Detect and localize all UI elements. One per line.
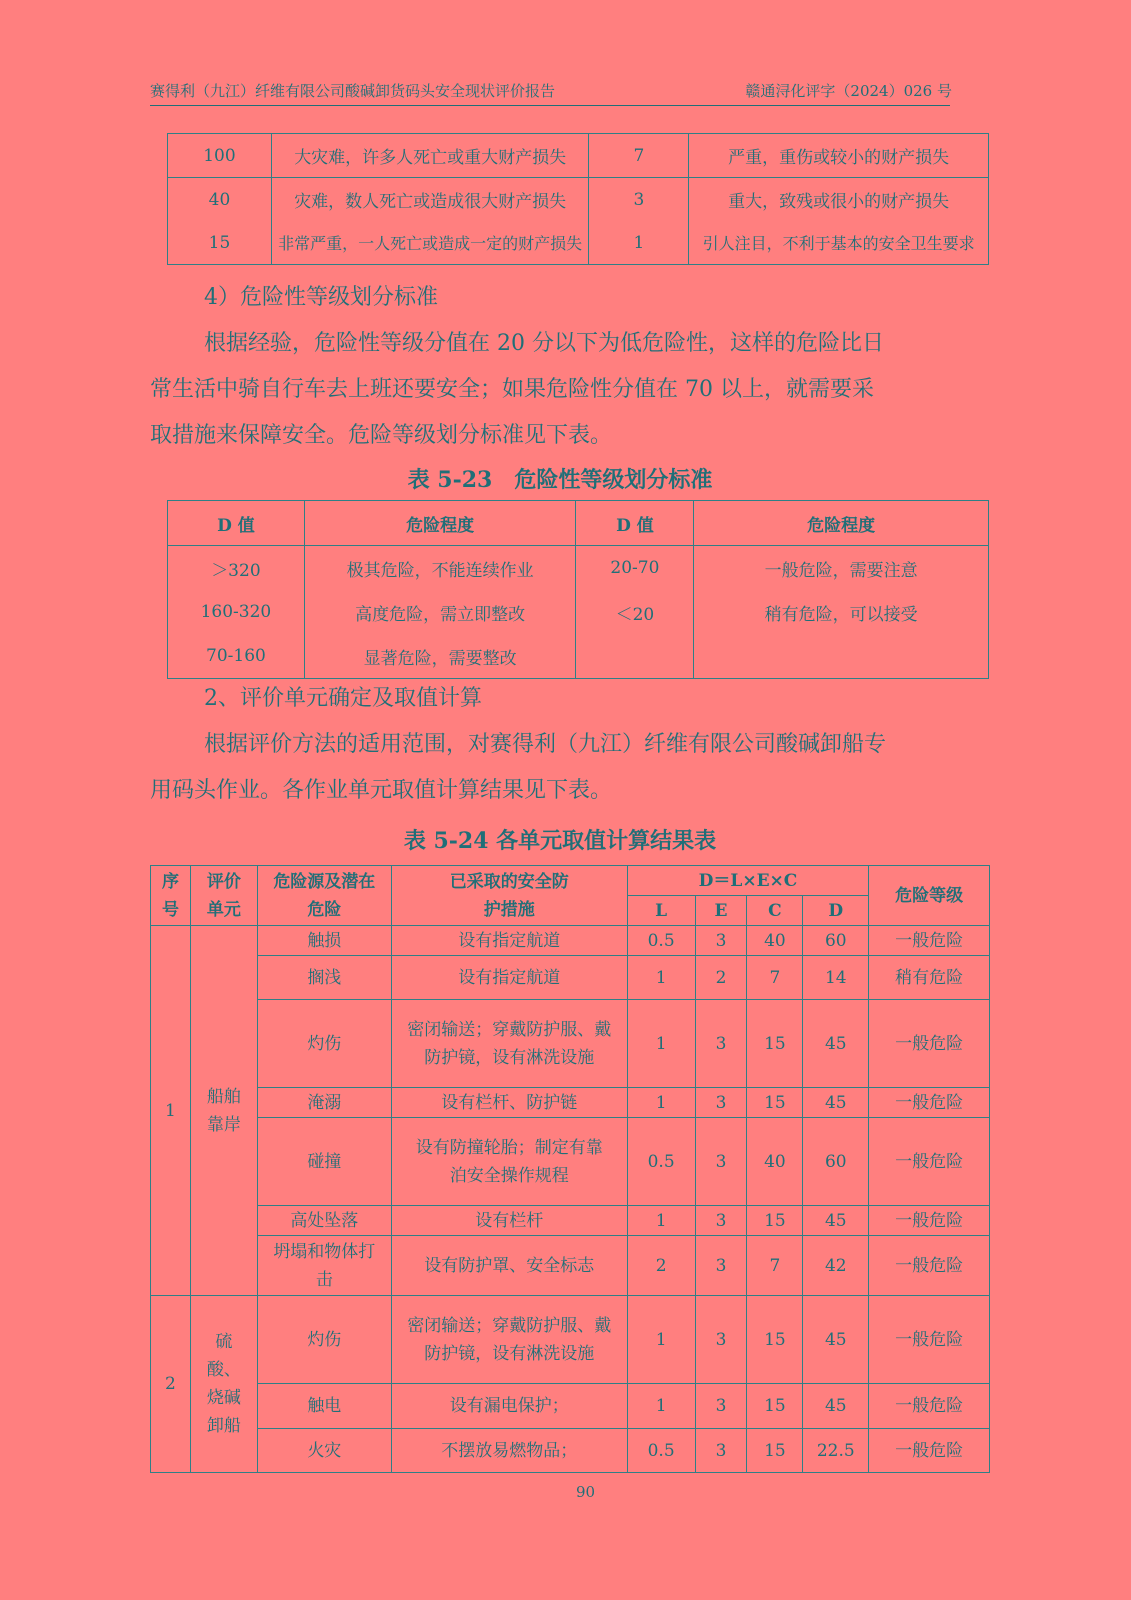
cell-D: 45 [803, 1000, 869, 1088]
page-number: 90 [575, 1483, 596, 1501]
cell-E: 3 [695, 1000, 747, 1088]
cell-D: 45 [803, 1296, 869, 1384]
hazard-text: 坍塌和物体打击 [273, 1241, 376, 1290]
column-header-seq [151, 866, 191, 926]
column-header: 危险程度 [304, 501, 576, 546]
cell: 160-320 [168, 590, 305, 634]
cell-hazard: 搁浅 [257, 956, 391, 1000]
cell: 高度危险，需立即整改 [304, 590, 576, 634]
cell: 极其危险，不能连续作业 [304, 546, 576, 591]
cell-C: 15 [747, 1296, 803, 1384]
cell-hazard: 灼伤 [257, 1296, 391, 1384]
header-text: 序号 [161, 871, 179, 920]
measures-text: 密闭输送；穿戴防护服、戴防护镜，设有淋洗设施 [407, 1019, 612, 1068]
table-row [168, 134, 989, 178]
cell: 稍有危险，可以接受 [694, 590, 989, 634]
cell: 40 [168, 178, 272, 222]
cell-L: 1 [627, 956, 695, 1000]
cell: ＜20 [576, 590, 694, 634]
table-row [151, 1206, 990, 1236]
header-text: 评价单元 [206, 871, 241, 920]
section-2 [150, 676, 1010, 814]
cell-D: 42 [803, 1236, 869, 1296]
column-header-hazard [257, 866, 391, 926]
cell-L: 2 [627, 1236, 695, 1296]
consequence-table [167, 133, 989, 265]
cell-D: 45 [803, 1088, 869, 1118]
cell-D: 60 [803, 1118, 869, 1206]
paragraph-line: 常生活中骑自行车去上班还要安全；如果危险性分值在 70 以上，就需要采 [150, 377, 874, 402]
table-header-row [151, 866, 990, 896]
cell: ＞320 [168, 546, 305, 591]
section-4 [150, 275, 1010, 459]
cell: 100 [168, 134, 272, 178]
cell-L: 1 [627, 1206, 695, 1236]
cell: 70-160 [168, 634, 305, 679]
cell-E: 3 [695, 1384, 747, 1429]
cell-measures: 不摆放易燃物品； [391, 1429, 627, 1473]
cell-measures [391, 1118, 627, 1206]
cell-measures: 设有防护罩、安全标志 [391, 1236, 627, 1296]
column-header-unit [190, 866, 257, 926]
cell: 20-70 [576, 546, 694, 591]
cell-L: 1 [627, 1384, 695, 1429]
cell-level: 一般危险 [869, 1384, 990, 1429]
cell: 一般危险，需要注意 [694, 546, 989, 591]
cell-C: 40 [747, 1118, 803, 1206]
table-row [168, 178, 989, 222]
section-heading: 2、评价单元确定及取值计算 [204, 686, 482, 711]
cell: 7 [589, 134, 689, 178]
cell-level: 一般危险 [869, 1118, 990, 1206]
cell: 非常严重，一人死亡或造成一定的财产损失 [271, 221, 589, 265]
cell-C: 15 [747, 1384, 803, 1429]
cell-measures: 设有漏电保护； [391, 1384, 627, 1429]
cell-E: 3 [695, 1206, 747, 1236]
column-header-L: L [627, 896, 695, 926]
cell-L: 1 [627, 1296, 695, 1384]
cell-E: 3 [695, 1236, 747, 1296]
measures-text: 设有防撞轮胎；制定有靠泊安全操作规程 [415, 1137, 603, 1186]
cell-C: 15 [747, 1000, 803, 1088]
cell-E: 3 [695, 1429, 747, 1473]
cell-D: 45 [803, 1206, 869, 1236]
cell-seq: 2 [151, 1296, 191, 1473]
header-report-title: 赛得利（九江）纤维有限公司酸碱卸货码头安全现状评价报告 [150, 82, 556, 100]
cell [694, 634, 989, 679]
table-row [151, 1236, 990, 1296]
column-header-C: C [747, 896, 803, 926]
cell-hazard: 淹溺 [257, 1088, 391, 1118]
cell-measures: 设有指定航道 [391, 956, 627, 1000]
paragraph-line: 用码头作业。各作业单元取值计算结果见下表。 [150, 778, 613, 803]
cell [576, 634, 694, 679]
cell-hazard [257, 1236, 391, 1296]
cell-C: 7 [747, 956, 803, 1000]
cell-measures: 设有栏杆 [391, 1206, 627, 1236]
cell-D: 22.5 [803, 1429, 869, 1473]
cell-E: 3 [695, 926, 747, 956]
cell: 显著危险，需要整改 [304, 634, 576, 679]
cell-C: 7 [747, 1236, 803, 1296]
cell-L: 0.5 [627, 926, 695, 956]
table-row [151, 926, 990, 956]
unit-text: 船舶靠岸 [206, 1086, 241, 1135]
table-header-row [168, 501, 989, 546]
cell-hazard: 高处坠落 [257, 1206, 391, 1236]
header-text: 危险源及潜在危险 [273, 871, 376, 920]
cell-C: 15 [747, 1206, 803, 1236]
table-caption: 表 5-23 危险性等级划分标准 [407, 467, 713, 493]
cell-E: 2 [695, 956, 747, 1000]
cell-measures: 设有指定航道 [391, 926, 627, 956]
column-header-formula: D＝L×E×C [627, 866, 869, 896]
cell-hazard: 火灾 [257, 1429, 391, 1473]
cell-L: 1 [627, 1088, 695, 1118]
cell-measures: 设有栏杆、防护链 [391, 1088, 627, 1118]
cell-C: 15 [747, 1429, 803, 1473]
unit-calculation-table [150, 865, 990, 1473]
column-header-E: E [695, 896, 747, 926]
cell-hazard: 碰撞 [257, 1118, 391, 1206]
cell-C: 15 [747, 1088, 803, 1118]
measures-text: 密闭输送；穿戴防护服、戴防护镜，设有淋洗设施 [407, 1315, 612, 1364]
cell-level: 一般危险 [869, 926, 990, 956]
cell-E: 3 [695, 1118, 747, 1206]
cell: 1 [589, 221, 689, 265]
cell-L: 0.5 [627, 1118, 695, 1206]
column-header: D 值 [576, 501, 694, 546]
cell-seq: 1 [151, 926, 191, 1296]
cell-level: 一般危险 [869, 1206, 990, 1236]
hazard-level-table [167, 500, 989, 679]
column-header: D 值 [168, 501, 305, 546]
cell-hazard: 触损 [257, 926, 391, 956]
header-report-number: 赣通浔化评字（2024）026 号 [745, 82, 952, 100]
cell-D: 45 [803, 1384, 869, 1429]
cell-hazard: 触电 [257, 1384, 391, 1429]
column-header-measures [391, 866, 627, 926]
cell-measures [391, 1296, 627, 1384]
cell-level: 一般危险 [869, 1088, 990, 1118]
cell: 引人注目，不利于基本的安全卫生要求 [689, 221, 989, 265]
table-row [151, 1384, 990, 1429]
cell-level: 一般危险 [869, 1296, 990, 1384]
section-heading: 4）危险性等级划分标准 [204, 285, 438, 310]
cell-level: 一般危险 [869, 1236, 990, 1296]
table-row [151, 1088, 990, 1118]
cell: 大灾难，许多人死亡或重大财产损失 [271, 134, 589, 178]
cell-level: 一般危险 [869, 1000, 990, 1088]
table-row [151, 1296, 990, 1384]
column-header: 危险程度 [694, 501, 989, 546]
header-text: 已采取的安全防护措施 [449, 871, 569, 920]
table-row [168, 221, 989, 265]
cell-L: 0.5 [627, 1429, 695, 1473]
table-row [151, 956, 990, 1000]
cell-E: 3 [695, 1088, 747, 1118]
table-row [168, 590, 989, 634]
cell: 严重，重伤或较小的财产损失 [689, 134, 989, 178]
paragraph-line: 根据经验，危险性等级分值在 20 分以下为低危险性，这样的危险比日 [204, 331, 884, 356]
cell-L: 1 [627, 1000, 695, 1088]
table-row [151, 1118, 990, 1206]
cell: 15 [168, 221, 272, 265]
cell: 重大，致残或很小的财产损失 [689, 178, 989, 222]
cell-measures [391, 1000, 627, 1088]
cell-hazard: 灼伤 [257, 1000, 391, 1088]
cell-E: 3 [695, 1296, 747, 1384]
table-row [151, 1429, 990, 1473]
paragraph-line: 取措施来保障安全。危险等级划分标准见下表。 [150, 423, 613, 448]
cell: 灾难，数人死亡或造成很大财产损失 [271, 178, 589, 222]
cell: 3 [589, 178, 689, 222]
cell-D: 14 [803, 956, 869, 1000]
table-row [168, 634, 989, 679]
table-row [151, 1000, 990, 1088]
table-caption: 表 5-24 各单元取值计算结果表 [403, 828, 717, 854]
unit-text: 硫酸、烧碱卸船 [206, 1332, 241, 1436]
column-header-level: 危险等级 [869, 866, 990, 926]
cell-unit [190, 1296, 257, 1473]
column-header-D: D [803, 896, 869, 926]
cell-D: 60 [803, 926, 869, 956]
cell-level: 稍有危险 [869, 956, 990, 1000]
table-row [168, 546, 989, 591]
paragraph-line: 根据评价方法的适用范围，对赛得利（九江）纤维有限公司酸碱卸船专 [204, 732, 887, 757]
cell-unit [190, 926, 257, 1296]
cell-level: 一般危险 [869, 1429, 990, 1473]
page-header [150, 80, 950, 106]
cell-C: 40 [747, 926, 803, 956]
